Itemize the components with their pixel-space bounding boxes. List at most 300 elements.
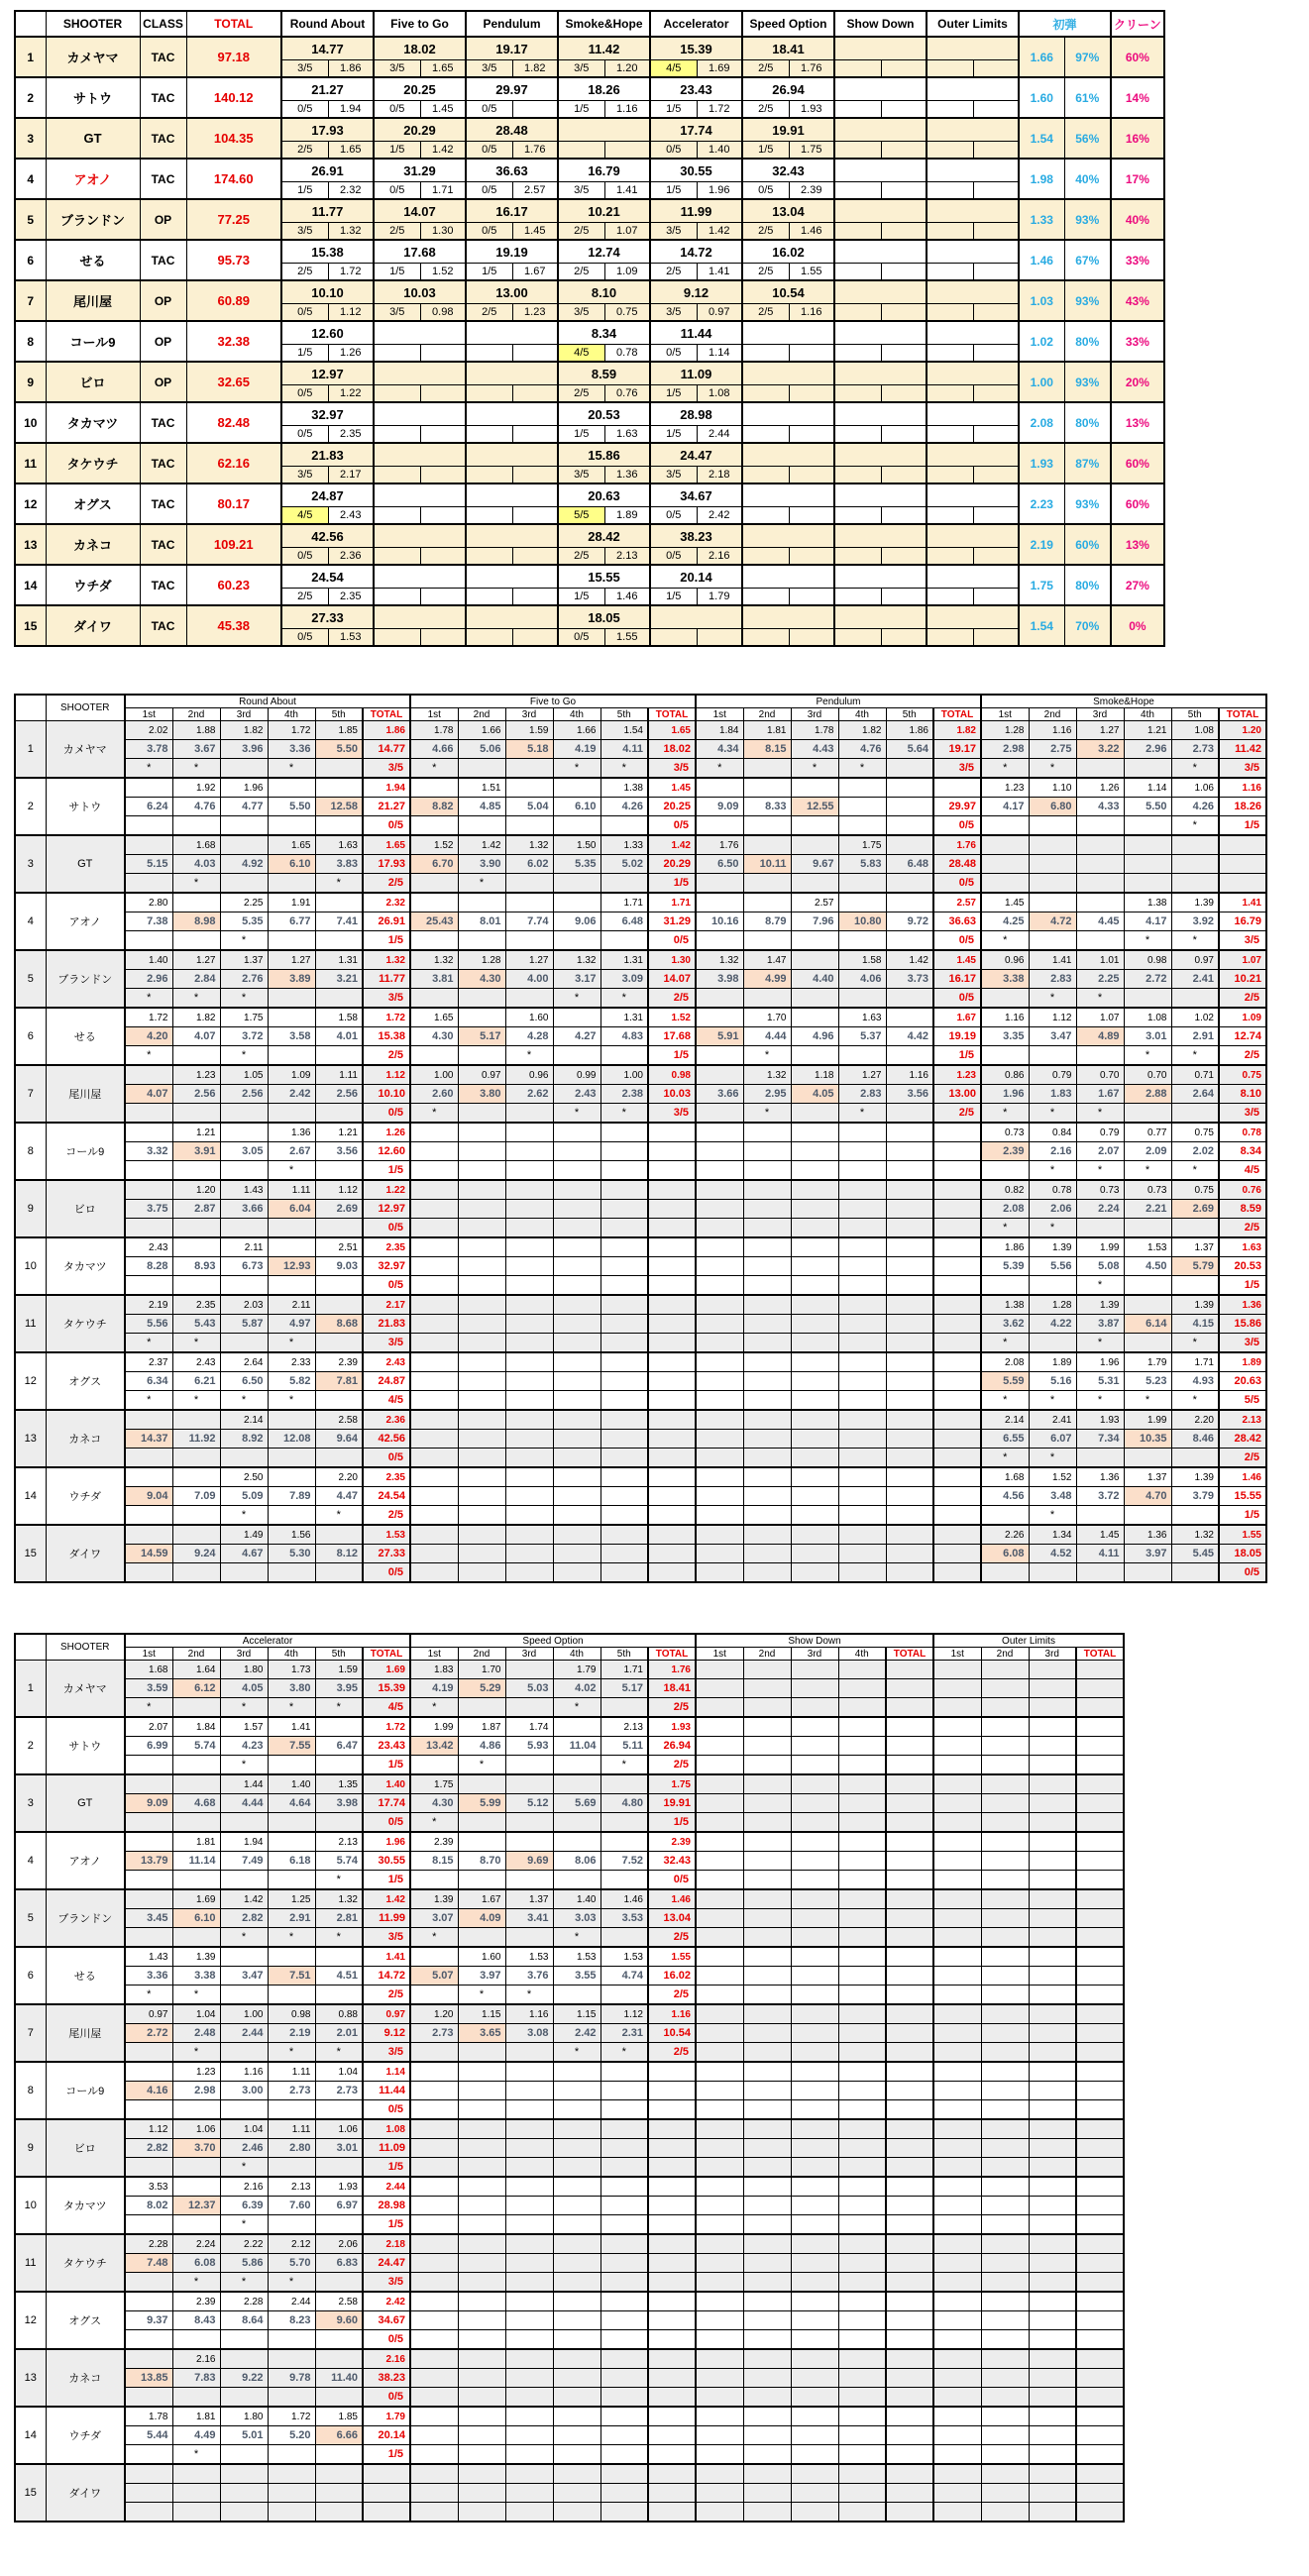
first-shot-hit-marker: *	[1171, 816, 1219, 836]
stage-total-cell	[933, 1315, 981, 1334]
stage-score-cell	[834, 321, 927, 345]
first-shot-hit-marker: *	[1029, 1104, 1076, 1124]
first-shot-cell	[553, 1717, 600, 1737]
stage-total-cell: 20.14	[363, 2426, 410, 2445]
run-time-cell: 3.35	[981, 1027, 1029, 1046]
run-time-cell	[600, 1430, 648, 1449]
first-shot-hit-marker	[696, 874, 743, 894]
stage-score-cell: 17.68	[374, 240, 466, 264]
hits-cell	[834, 629, 881, 647]
shooter-row-7-runs	[15, 2024, 1124, 2043]
first-shot-cell: 2.26	[981, 1525, 1029, 1545]
first-shot-cell: 1.71	[1171, 1352, 1219, 1372]
first-shot-cell	[268, 1947, 315, 1967]
stage-total-cell: 21.83	[363, 1315, 410, 1334]
first-shot-hit-marker	[458, 1391, 505, 1411]
first-shot-cell	[838, 1832, 886, 1852]
first-shot-hit-marker	[268, 1563, 315, 1583]
hits-total-cell: 2/5	[1219, 1219, 1266, 1238]
first-shot-cell	[125, 1123, 172, 1142]
first-shot-cell	[600, 2407, 648, 2426]
first-shot-hit-marker: *	[220, 931, 268, 951]
first-shot-hit-marker	[315, 2503, 363, 2522]
first-shot-hit-marker	[838, 2330, 886, 2350]
hits-total-cell: 0/5	[363, 2388, 410, 2408]
run-time-cell	[886, 1545, 933, 1563]
first-shot-cell	[743, 1717, 791, 1737]
stage-score-cell	[834, 362, 927, 385]
first-shot-cell: 1.41	[1029, 950, 1076, 970]
hits-total-cell: 2/5	[363, 1046, 410, 1066]
run-time-cell: 1.67	[1076, 1085, 1124, 1104]
run-time-cell: 2.62	[505, 1085, 553, 1104]
hits-cell: 2/5	[742, 223, 789, 241]
group-header-row	[15, 695, 1266, 708]
hits-total-cell	[648, 1219, 696, 1238]
first-shot-cell: 2.16	[220, 2177, 268, 2197]
first-shot-hit-marker	[743, 2445, 791, 2465]
stage-score-cell: 24.54	[281, 565, 374, 589]
first-shot-hit-marker	[125, 1161, 172, 1181]
first-shot-hit-marker	[981, 1161, 1029, 1181]
hits-cell: 1/5	[558, 426, 604, 444]
first-shot-pct-cell: 97%	[1064, 37, 1111, 77]
first-shot-hit-marker	[791, 1506, 838, 1526]
run-time-cell: 5.44	[125, 2426, 172, 2445]
run-time-cell: 5.64	[886, 740, 933, 759]
first-shot-avg-cell	[933, 1467, 981, 1487]
first-shot-cell	[553, 2119, 600, 2139]
first-shot-cell: 2.20	[315, 1467, 363, 1487]
run-time-cell	[410, 2426, 458, 2445]
shooter-row-3-runs	[15, 1794, 1124, 1813]
first-shot-cell	[886, 778, 933, 798]
stage-total-cell	[1076, 2426, 1124, 2445]
run-time-cell: 6.73	[220, 1257, 268, 1276]
first-shot-hit-marker: *	[125, 1698, 172, 1718]
first-shot-cell	[743, 1525, 791, 1545]
total-header: TOTAL	[186, 11, 281, 37]
hits-total-cell	[648, 1563, 696, 1583]
first-shot-cell	[1029, 2119, 1076, 2139]
stage-score-cell: 15.38	[281, 240, 374, 264]
run-time-cell: 3.65	[458, 2024, 505, 2043]
hits-total-cell: 3/5	[648, 1104, 696, 1124]
first-shot-hit-marker	[505, 931, 553, 951]
summary-header-row	[15, 11, 1164, 37]
first-shot-hit-marker	[696, 1813, 743, 1833]
stage-score-cell	[927, 240, 1019, 264]
hits-cell: 0/5	[650, 548, 697, 566]
run-time-cell	[981, 2197, 1029, 2215]
run-time-cell: 13.79	[125, 1852, 172, 1871]
first-shot-cell: 1.39	[1171, 893, 1219, 912]
first-shot-hit-marker	[600, 1449, 648, 1468]
run-col-header: 4th	[838, 1648, 886, 1661]
run-time-cell	[410, 2254, 458, 2273]
hits-cell: 0/5	[742, 182, 789, 200]
hits-cell: 4/5	[281, 507, 328, 525]
first-shot-hit-marker	[172, 1756, 220, 1775]
hits-total-cell: 2/5	[1219, 989, 1266, 1009]
run-time-cell	[933, 1794, 981, 1813]
stage-detail-table-second-half	[14, 1633, 1125, 2522]
hits-cell: 0/5	[281, 101, 328, 119]
first-shot-cell	[1029, 835, 1076, 855]
hits-cell: 5/5	[558, 507, 604, 525]
first-shot-hit-marker	[458, 1219, 505, 1238]
stage-score-cell: 21.27	[281, 77, 374, 101]
stage-total-cell: 15.86	[1219, 1315, 1266, 1334]
first-shot-hit-marker: *	[600, 989, 648, 1009]
stage-total-cell: 14.77	[363, 740, 410, 759]
first-shot-hit-marker: *	[553, 1698, 600, 1718]
first-shot-hit-marker	[315, 1046, 363, 1066]
shooter-header: SHOOTER	[46, 695, 125, 721]
best-first-shot-cell: 1.45	[420, 101, 466, 119]
first-shot-cell	[125, 1774, 172, 1794]
run-time-cell: 5.35	[553, 855, 600, 874]
first-shot-hit-marker	[553, 874, 600, 894]
first-shot-hit-marker	[553, 2273, 600, 2293]
run-time-cell: 2.19	[268, 2024, 315, 2043]
run-time-cell	[600, 1200, 648, 1219]
first-shot-cell: 1.34	[1029, 1525, 1076, 1545]
run-time-cell	[410, 1142, 458, 1161]
run-time-cell: 4.44	[220, 1794, 268, 1813]
total-col-header: TOTAL	[1076, 1648, 1124, 1661]
shooter-name: サトウ	[46, 778, 125, 835]
first-shot-cell: 1.67	[458, 1889, 505, 1909]
hits-total-cell: 0/5	[363, 2100, 410, 2120]
hits-total-cell: 2/5	[1219, 1449, 1266, 1468]
run-time-cell: 4.22	[1029, 1315, 1076, 1334]
first-shot-cell	[838, 2234, 886, 2254]
hits-total-cell: 2/5	[648, 989, 696, 1009]
first-shot-hit-marker	[553, 2445, 600, 2465]
first-shot-cell	[458, 1008, 505, 1027]
run-time-cell	[505, 1257, 553, 1276]
run-time-cell: 2.09	[1124, 1142, 1171, 1161]
run-time-cell	[696, 2197, 743, 2215]
run-time-cell: 7.38	[125, 912, 172, 931]
first-shot-hit-marker	[838, 2100, 886, 2120]
hits-total-cell: 0/5	[363, 816, 410, 836]
run-time-cell	[886, 1372, 933, 1391]
first-shot-avg-cell: 1.75	[1019, 565, 1064, 605]
run-time-cell	[1029, 2484, 1076, 2503]
first-shot-avg-cell: 0.76	[1219, 1180, 1266, 1200]
row-number: 3	[15, 1774, 46, 1832]
shooter-row-1-first-shots	[15, 721, 1266, 740]
run-time-cell: 2.16	[1029, 1142, 1076, 1161]
run-time-cell: 2.73	[410, 2024, 458, 2043]
first-shot-cell: 1.38	[600, 778, 648, 798]
shooter-row-1	[15, 37, 1164, 60]
first-shot-hit-marker	[410, 2388, 458, 2408]
first-shot-hit-marker	[268, 931, 315, 951]
run-time-cell	[268, 2484, 315, 2503]
run-time-cell: 3.73	[886, 970, 933, 989]
first-shot-cell	[791, 1352, 838, 1372]
hits-total-cell: 1/5	[363, 1871, 410, 1890]
best-first-shot-cell: 1.72	[328, 264, 374, 281]
first-shot-hit-marker: *	[125, 1046, 172, 1066]
first-shot-avg-cell	[933, 1525, 981, 1545]
first-shot-hit-marker	[838, 874, 886, 894]
first-shot-hit-marker	[553, 1219, 600, 1238]
run-time-cell: 3.80	[458, 1085, 505, 1104]
stage-total-cell	[886, 2311, 933, 2330]
first-shot-cell	[696, 1774, 743, 1794]
run-time-cell	[838, 2311, 886, 2330]
first-shot-cell	[268, 778, 315, 798]
first-shot-cell: 2.28	[220, 2292, 268, 2311]
first-shot-hit-marker	[553, 1391, 600, 1411]
hits-total-cell: 1/5	[363, 1756, 410, 1775]
first-shot-hit-marker	[791, 1219, 838, 1238]
first-shot-cell	[1029, 1774, 1076, 1794]
stage-total-cell	[933, 1372, 981, 1391]
hits-cell: 0/5	[374, 101, 420, 119]
best-first-shot-cell	[420, 385, 466, 403]
stage-score-cell: 28.48	[466, 118, 558, 142]
first-shot-avg-cell: 1.32	[363, 950, 410, 970]
hits-cell: 0/5	[374, 182, 420, 200]
row-number: 12	[15, 483, 46, 524]
first-shot-hit-marker	[743, 2158, 791, 2178]
first-shot-hit-marker	[125, 1104, 172, 1124]
run-time-cell: 8.23	[268, 2311, 315, 2330]
run-time-cell	[696, 2369, 743, 2388]
first-shot-hit-marker	[838, 1276, 886, 1296]
first-shot-hit-marker	[505, 1161, 553, 1181]
stage-score-cell: 38.23	[650, 524, 742, 548]
first-shot-hit-marker	[886, 816, 933, 836]
first-shot-hit-marker	[1124, 1334, 1171, 1353]
shooter-row-12-runs	[15, 1372, 1266, 1391]
run-time-cell	[1029, 1909, 1076, 1928]
first-shot-hit-marker	[743, 1871, 791, 1890]
stage-total-cell: 24.87	[363, 1372, 410, 1391]
run-time-cell	[838, 1200, 886, 1219]
first-shot-cell: 2.39	[315, 1352, 363, 1372]
first-shot-avg-cell: 1.42	[363, 1889, 410, 1909]
first-shot-avg-cell	[648, 1525, 696, 1545]
first-shot-hit-marker	[458, 2330, 505, 2350]
hits-total-cell: 2/5	[648, 1928, 696, 1948]
first-shot-cell: 1.28	[458, 950, 505, 970]
first-shot-cell	[791, 1410, 838, 1430]
best-first-shot-cell	[512, 548, 558, 566]
shooter-row-13	[15, 524, 1164, 548]
shooter-name: オグス	[46, 483, 140, 524]
run-time-cell: 5.69	[553, 1794, 600, 1813]
run-time-cell	[981, 2139, 1029, 2158]
hits-cell: 3/5	[281, 60, 328, 78]
first-shot-hit-marker	[172, 1219, 220, 1238]
first-shot-cell	[743, 1410, 791, 1430]
first-shot-cell: 0.88	[315, 2004, 363, 2024]
first-shot-cell	[505, 2292, 553, 2311]
best-first-shot-cell: 1.20	[604, 60, 650, 78]
stage-score-cell: 26.94	[742, 77, 834, 101]
hits-total-cell	[886, 2215, 933, 2235]
first-shot-hit-marker	[743, 1391, 791, 1411]
first-shot-hit-marker	[696, 2215, 743, 2235]
first-shot-avg-cell: 1.23	[933, 1065, 981, 1085]
first-shot-hit-marker	[791, 2215, 838, 2235]
total-col-header: TOTAL	[648, 708, 696, 721]
first-shot-cell: 1.38	[1124, 893, 1171, 912]
first-shot-avg-cell	[886, 2464, 933, 2484]
first-shot-hit-marker	[315, 2273, 363, 2293]
run-time-cell: 8.43	[172, 2311, 220, 2330]
run-time-cell: 8.64	[220, 2311, 268, 2330]
first-shot-cell	[315, 1295, 363, 1315]
hits-cell	[742, 426, 789, 444]
run-time-cell	[458, 1315, 505, 1334]
first-shot-cell	[268, 1410, 315, 1430]
first-shot-hit-marker	[172, 2100, 220, 2120]
first-shot-avg-cell	[648, 1352, 696, 1372]
first-shot-hit-marker	[220, 1276, 268, 1296]
best-first-shot-cell: 1.55	[604, 629, 650, 647]
hits-cell	[834, 589, 881, 606]
stage-total-cell: 28.98	[363, 2197, 410, 2215]
best-first-shot-cell	[973, 223, 1019, 241]
hits-cell	[927, 507, 973, 525]
first-shot-hit-marker	[600, 931, 648, 951]
class-cell: OP	[140, 362, 186, 402]
first-shot-hit-marker: *	[458, 874, 505, 894]
hits-total-cell: 3/5	[1219, 759, 1266, 779]
hits-total-cell: 0/5	[933, 874, 981, 894]
first-shot-cell: 1.39	[1171, 1467, 1219, 1487]
stage-total-cell	[886, 1679, 933, 1698]
run-time-cell: 8.46	[1171, 1430, 1219, 1449]
stage-score-cell: 15.86	[558, 443, 650, 467]
first-shot-hit-marker	[886, 874, 933, 894]
run-time-cell	[410, 2082, 458, 2100]
first-shot-hit-marker	[1029, 2158, 1076, 2178]
first-shot-hit-marker: *	[1076, 1276, 1124, 1296]
run-time-cell	[553, 1257, 600, 1276]
first-shot-cell	[505, 893, 553, 912]
row-number: 6	[15, 1947, 46, 2004]
run-time-cell: 3.32	[125, 1142, 172, 1161]
run-time-cell: 3.81	[410, 970, 458, 989]
run-time-cell	[696, 1315, 743, 1334]
first-shot-hit-marker	[886, 1506, 933, 1526]
first-shot-hit-marker	[505, 874, 553, 894]
run-time-cell: 2.75	[1029, 740, 1076, 759]
row-number: 2	[15, 1717, 46, 1774]
hits-total-cell	[1076, 2215, 1124, 2235]
first-shot-cell: 0.99	[553, 1065, 600, 1085]
stage-total-cell	[1076, 1679, 1124, 1698]
hits-total-cell	[1076, 2388, 1124, 2408]
first-shot-cell	[600, 1774, 648, 1794]
first-shot-avg-cell	[648, 1410, 696, 1430]
first-shot-cell	[458, 1180, 505, 1200]
first-shot-hit-marker: *	[315, 874, 363, 894]
first-shot-hit-marker	[505, 1756, 553, 1775]
first-shot-hit-marker: *	[220, 2273, 268, 2293]
best-first-shot-cell: 1.42	[420, 142, 466, 160]
hits-total-cell	[648, 1449, 696, 1468]
first-shot-cell	[505, 2119, 553, 2139]
run-time-cell: 6.55	[981, 1430, 1029, 1449]
first-shot-cell	[933, 1717, 981, 1737]
shooter-row-7-hits	[15, 1104, 1266, 1124]
run-time-cell	[458, 2484, 505, 2503]
run-time-cell	[838, 1737, 886, 1756]
first-shot-hit-marker	[268, 1756, 315, 1775]
first-shot-cell	[1076, 893, 1124, 912]
first-shot-hit-marker	[600, 2445, 648, 2465]
stage-total-cell: 31.29	[648, 912, 696, 931]
first-shot-cell: 1.42	[886, 950, 933, 970]
stage-total-cell	[886, 2254, 933, 2273]
run-time-cell: 11.04	[553, 1737, 600, 1756]
run-time-cell	[410, 1200, 458, 1219]
stage-total-cell	[648, 2139, 696, 2158]
hits-total-cell: 1/5	[1219, 816, 1266, 836]
first-shot-hit-marker	[696, 2330, 743, 2350]
first-shot-hit-marker	[1171, 989, 1219, 1009]
first-shot-hit-marker	[1124, 1219, 1171, 1238]
shooter-row-2-first-shots	[15, 778, 1266, 798]
shooter-name: タカマツ	[46, 402, 140, 443]
first-shot-hit-marker	[600, 2503, 648, 2522]
run-time-cell: 4.56	[981, 1487, 1029, 1506]
shooter-row-7-runs	[15, 1085, 1266, 1104]
run-time-cell: 5.12	[505, 1794, 553, 1813]
first-shot-cell: 1.37	[220, 950, 268, 970]
hits-total-cell	[886, 1986, 933, 2005]
first-shot-hit-marker	[838, 1334, 886, 1353]
first-shot-cell: 1.50	[553, 835, 600, 855]
hits-cell	[742, 467, 789, 484]
first-shot-cell: 1.23	[981, 778, 1029, 798]
first-shot-cell: 1.39	[1076, 1295, 1124, 1315]
best-first-shot-cell: 1.89	[604, 507, 650, 525]
best-first-shot-cell	[789, 385, 834, 403]
first-shot-cell: 1.12	[315, 1180, 363, 1200]
first-shot-cell	[315, 2349, 363, 2369]
run-time-cell: 4.17	[981, 798, 1029, 816]
stage-group-header: Speed Option	[410, 1634, 696, 1648]
best-first-shot-cell	[789, 507, 834, 525]
first-shot-hit-marker	[315, 2100, 363, 2120]
run-col-header: 2nd	[743, 708, 791, 721]
run-time-cell	[933, 2311, 981, 2330]
run-time-cell: 2.84	[172, 970, 220, 989]
run-time-cell: 3.97	[1124, 1545, 1171, 1563]
run-time-cell: 10.80	[838, 912, 886, 931]
run-time-cell: 6.12	[172, 1679, 220, 1698]
first-shot-hit-marker	[505, 2273, 553, 2293]
first-shot-hit-marker	[696, 2158, 743, 2178]
first-shot-cell	[172, 1237, 220, 1257]
run-time-cell	[553, 2082, 600, 2100]
run-time-cell	[600, 1487, 648, 1506]
row-number: 6	[15, 1008, 46, 1065]
row-number: 14	[15, 2407, 46, 2464]
first-shot-hit-marker	[743, 874, 791, 894]
run-col-header: 1st	[696, 708, 743, 721]
